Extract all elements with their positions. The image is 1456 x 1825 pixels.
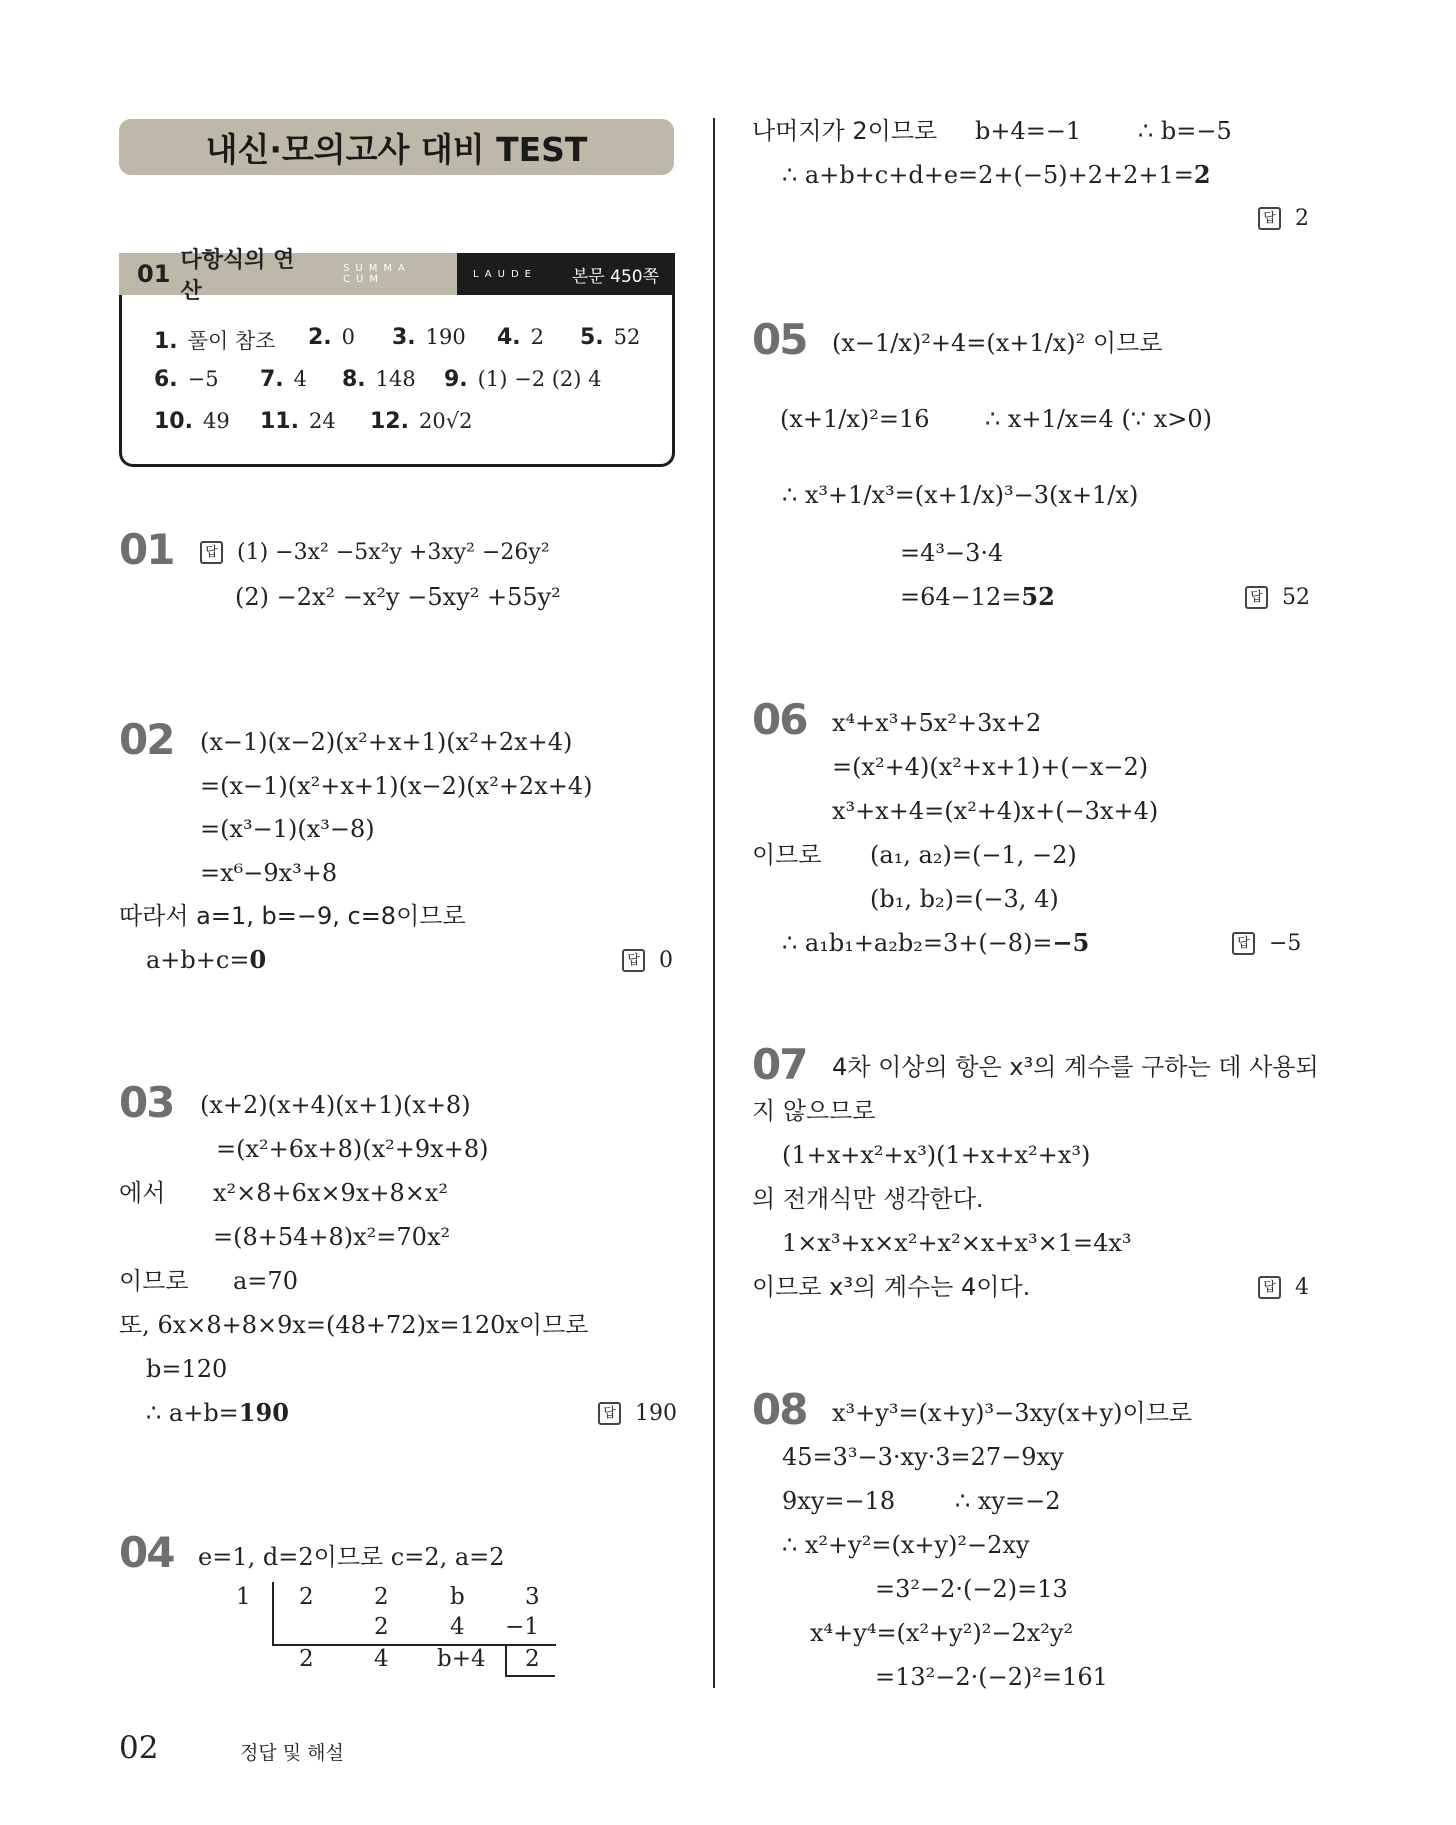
section-title: 다항식의 연산 (180, 248, 295, 304)
problem-number-08: 08 (752, 1385, 807, 1434)
answer-item: 3. 190 (392, 325, 466, 350)
p01-line1: (1) −3x² −5x²y +3xy² −26y² (237, 540, 550, 565)
answer-label (1258, 206, 1309, 231)
p07-line: 1×x³+x×x²+x²×x+x³×1=4x³ (782, 1229, 1132, 1257)
p06-conclusion: ∴ a₁b₁+a₂b₂=3+(−8)=−5 (782, 928, 1090, 957)
problem-number-04: 04 (119, 1528, 174, 1577)
problem-number-03: 03 (119, 1078, 174, 1127)
p03-line: =(x²+6x+8)(x²+9x+8) (216, 1135, 489, 1163)
answer-item: 1. 풀이 참조 (154, 329, 276, 354)
synth-root: 1 (236, 1584, 251, 1610)
synth-cell: 3 (525, 1584, 540, 1610)
page-reference: 본문 450쪽 (571, 266, 659, 287)
p03-conclusion: ∴ a+b=190 (146, 1398, 289, 1427)
p05-line: =4³−3·4 (900, 539, 1004, 567)
answer-label (200, 540, 550, 565)
p04-line1: e=1, d=2이므로 c=2, a=2 (198, 1543, 505, 1571)
p06-answer: −5 (1269, 931, 1302, 956)
page-number: 02 (119, 1730, 159, 1766)
p03-line: b=120 (146, 1355, 228, 1383)
column-divider (713, 118, 715, 1688)
synth-divider-vertical (272, 1582, 274, 1646)
p07-line: 이므로 x³의 계수는 4이다. (752, 1273, 1031, 1301)
p06-line: =(x²+4)(x²+x+1)+(−x−2) (832, 753, 1149, 781)
answer-item: 10. 49 (154, 409, 230, 434)
p01-line2: (2) −2x² −x²y −5xy² +55y² (235, 583, 561, 611)
problem-number-06: 06 (752, 695, 807, 744)
problem-number-01: 01 (119, 525, 174, 574)
answer-label (1258, 1275, 1309, 1300)
p02-line: (x−1)(x−2)(x²+x+1)(x²+2x+4) (200, 728, 573, 756)
p05-line: (x+1/x)²=16 (780, 405, 930, 433)
answer-label (1245, 585, 1310, 610)
section-number: 01 (137, 260, 171, 288)
p08-line: ∴ xy=−2 (955, 1487, 1061, 1515)
section-title-block (119, 248, 457, 304)
answer-icon: 답 (200, 541, 223, 564)
p02-answer: 0 (659, 948, 673, 973)
p06-line: x³+x+4=(x²+4)x+(−3x+4) (832, 797, 1159, 825)
p06-line: (a₁, a₂)=(−1, −2) (870, 841, 1077, 869)
footer-label: 정답 및 해설 (240, 1742, 344, 1764)
p05-answer: 52 (1282, 585, 1310, 610)
p07-line: 의 전개식만 생각한다. (752, 1185, 984, 1213)
answer-icon: 답 (1245, 586, 1268, 609)
p07-answer: 4 (1295, 1275, 1309, 1300)
p08-line: x⁴+y⁴=(x²+y²)²−2x²y² (810, 1619, 1074, 1647)
p03-answer: 190 (635, 1401, 677, 1426)
answer-icon: 답 (622, 949, 645, 972)
p02-line: =x⁶−9x³+8 (200, 859, 338, 887)
answer-item: 8. 148 (342, 367, 416, 392)
p08-line: =3²−2·(−2)=13 (875, 1575, 1068, 1603)
answer-label (1232, 931, 1301, 956)
synth-cell: 4 (374, 1646, 389, 1672)
answer-item: 5. 52 (580, 325, 641, 350)
synth-cell: −1 (505, 1614, 539, 1640)
p04-cont1b: b+4=−1 (975, 117, 1082, 145)
page-banner: 내신·모의고사 대비 TEST (119, 119, 674, 175)
p02-conclusion: a+b+c=0 (146, 945, 267, 974)
p06-line: 이므로 (752, 841, 822, 869)
synth-cell: 2 (299, 1646, 314, 1672)
p03-line: 이므로 (119, 1267, 189, 1295)
p08-line: 9xy=−18 (782, 1487, 896, 1515)
p05-line: ∴ x+1/x=4 (∵ x>0) (985, 405, 1212, 433)
p04-cont1c: ∴ b=−5 (1138, 117, 1232, 145)
p08-line: =13²−2·(−2)²=161 (875, 1663, 1108, 1691)
brand-left: SUMMA CUM (343, 263, 411, 285)
p08-line: x³+y³=(x+y)³−3xy(x+y)이므로 (832, 1399, 1193, 1427)
synth-remainder-box-bottom (505, 1675, 555, 1677)
section-header (119, 248, 675, 304)
p07-line: 4차 이상의 항은 x³의 계수를 구하는 데 사용되 (832, 1053, 1319, 1081)
synth-divider-horizontal (272, 1644, 556, 1646)
p07-line: (1+x+x²+x³)(1+x+x²+x³) (782, 1141, 1091, 1169)
p08-line: 45=3³−3·xy·3=27−9xy (782, 1443, 1064, 1471)
synth-remainder-box-left (505, 1644, 507, 1676)
synth-cell: 2 (299, 1584, 314, 1610)
synth-cell: b+4 (437, 1646, 486, 1672)
brand-right: LAUDE (473, 268, 537, 280)
p06-line: (b₁, b₂)=(−3, 4) (870, 885, 1059, 913)
p03-line: 에서 (119, 1179, 166, 1207)
p04-answer: 2 (1295, 206, 1309, 231)
p04-cont1: 나머지가 2이므로 (752, 117, 938, 145)
p05-line: (x−1/x)²+4=(x+1/x)² 이므로 (832, 329, 1163, 357)
p03-line: =(8+54+8)x²=70x² (213, 1223, 451, 1251)
problem-number-05: 05 (752, 315, 807, 364)
answer-item: 2. 0 (308, 325, 356, 350)
p03-line: a=70 (233, 1267, 298, 1295)
answer-label (598, 1401, 677, 1426)
answer-icon: 답 (598, 1402, 621, 1425)
answer-icon: 답 (1258, 1276, 1281, 1299)
synth-cell: 4 (450, 1614, 465, 1640)
answer-icon: 답 (1232, 932, 1255, 955)
answer-item: 12. 20√2 (370, 409, 473, 434)
synth-cell: 2 (374, 1614, 389, 1640)
section-page-block (457, 253, 675, 295)
problem-number-07: 07 (752, 1040, 807, 1089)
answer-key-box (119, 295, 675, 467)
p06-line: x⁴+x³+5x²+3x+2 (832, 709, 1042, 737)
p03-line: (x+2)(x+4)(x+1)(x+8) (200, 1091, 471, 1119)
problem-number-02: 02 (119, 715, 174, 764)
p05-conclusion: =64−12=52 (900, 582, 1055, 611)
answer-icon: 답 (1258, 207, 1281, 230)
synth-cell: 2 (374, 1584, 389, 1610)
p08-line: ∴ x²+y²=(x+y)²−2xy (782, 1531, 1030, 1559)
p03-line: x²×8+6x×9x+8×x² (213, 1179, 449, 1207)
synth-cell: b (450, 1584, 465, 1610)
answer-item: 6. −5 (154, 367, 219, 392)
synth-remainder: 2 (525, 1646, 540, 1672)
answer-item: 9. (1) −2 (2) 4 (444, 367, 602, 392)
answer-item: 7. 4 (260, 367, 308, 392)
p07-line: 지 않으므로 (752, 1097, 876, 1125)
answer-item: 4. 2 (497, 325, 545, 350)
p02-line: =(x−1)(x²+x+1)(x−2)(x²+2x+4) (200, 772, 593, 800)
p02-line: =(x³−1)(x³−8) (200, 815, 375, 843)
answer-label (622, 948, 673, 973)
p02-line: 따라서 a=1, b=−9, c=8이므로 (119, 902, 466, 930)
answer-item: 11. 24 (260, 409, 336, 434)
p03-line: 또, 6x×8+8×9x=(48+72)x=120x이므로 (119, 1311, 589, 1339)
p04-conclusion: ∴ a+b+c+d+e=2+(−5)+2+2+1=2 (782, 160, 1211, 189)
p05-line: ∴ x³+1/x³=(x+1/x)³−3(x+1/x) (782, 481, 1139, 509)
